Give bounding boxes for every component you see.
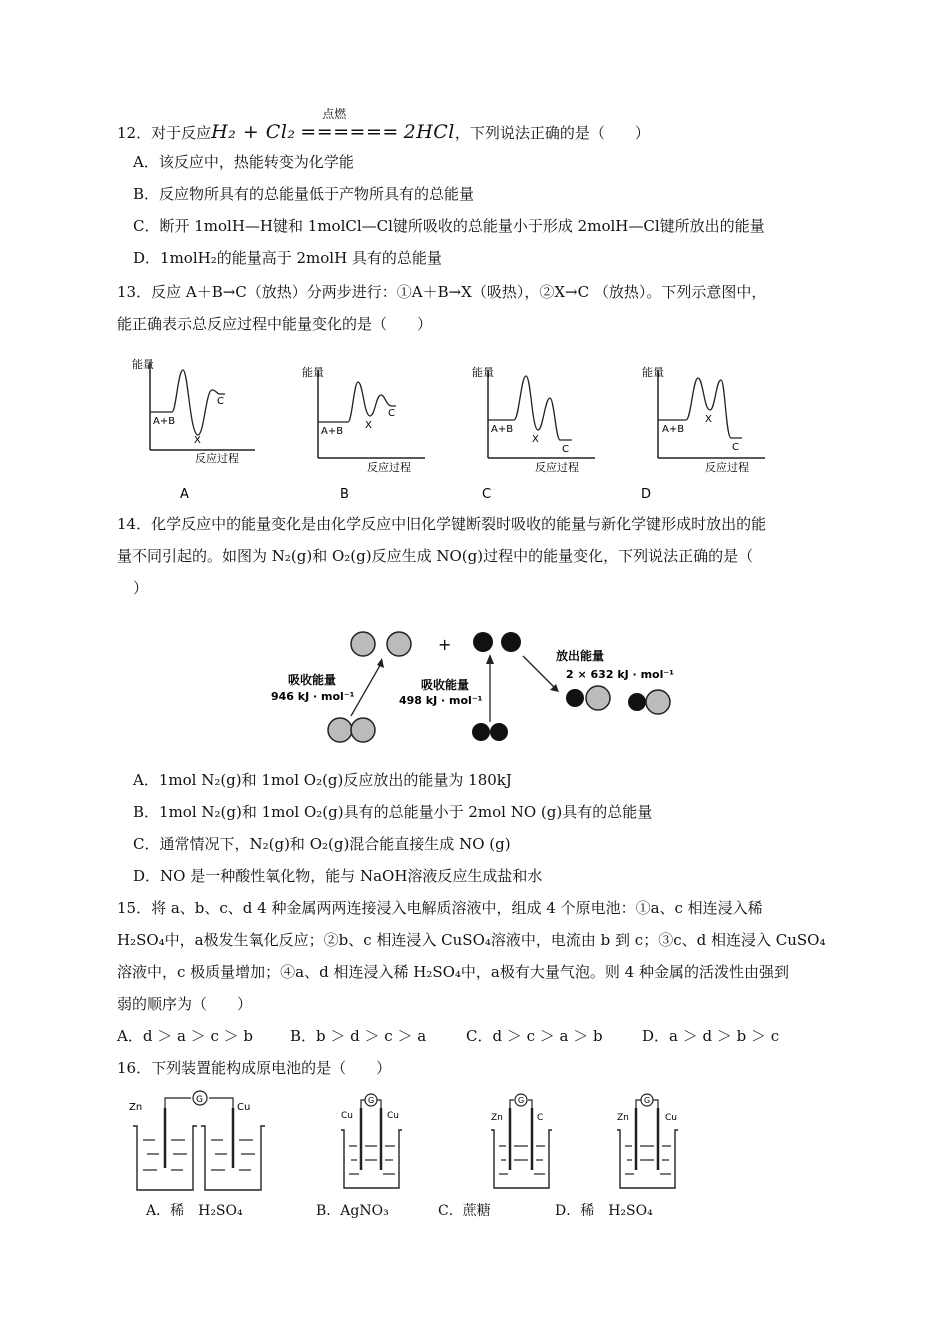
q13-b-xlabel: 反应过程: [367, 461, 411, 474]
q16-d-meter: G: [644, 1096, 651, 1105]
plus-sign: +: [438, 635, 452, 654]
q13-b-ylabel: 能量: [302, 366, 324, 379]
o-atom-left: [473, 632, 493, 652]
q12-prefix: 12．对于反应: [117, 124, 212, 142]
q13-b-x: X: [365, 420, 372, 431]
q13-b-reactant: A+B: [321, 426, 344, 437]
q13-letter-a: A: [180, 487, 189, 502]
q15-option-d: D．a ＞ d ＞ b ＞ c: [642, 1027, 780, 1045]
no2-o-atom: [628, 693, 646, 711]
q12-stem: [117, 107, 650, 143]
q16-b-left-electrode: Cu: [341, 1111, 353, 1121]
q15-option-b: B．b ＞ d ＞ c ＞ a: [290, 1027, 427, 1045]
q13-letter-d: D: [641, 487, 652, 502]
absorb1-value: 946 kJ · mol⁻¹: [271, 690, 355, 703]
q12-equals: ======: [300, 121, 399, 143]
q16-setup-c: [491, 1094, 552, 1188]
q15-option-a: A．d ＞ a ＞ c ＞ b: [117, 1027, 253, 1045]
q13-c-reactant: A+B: [491, 424, 514, 435]
release-label: 放出能量: [556, 649, 605, 663]
q13-a-c: C: [217, 396, 224, 407]
q14-option-c: C．通常情况下，N₂(g)和 O₂(g)混合能直接生成 NO (g): [133, 835, 511, 853]
q16-apparatus: [125, 1088, 705, 1198]
q16-d-right-electrode: Cu: [665, 1113, 677, 1123]
q14-option-b: B．1mol N₂(g)和 1mol O₂(g)具有的总能量小于 2mol NO (g)具有的总能量: [133, 803, 653, 821]
q14-stem-1: 14．化学反应中的能量变化是由化学反应中旧化学键断裂时吸收的能量与新化学键形成时放出的能: [117, 515, 767, 533]
q15-stem-4: 弱的顺序为（ ）: [117, 995, 253, 1013]
o2-atom-2: [490, 723, 508, 741]
q13-d-x: X: [705, 414, 712, 425]
q16-b-meter: G: [368, 1096, 375, 1105]
absorb2-value: 498 kJ · mol⁻¹: [399, 694, 483, 707]
q13-c-xlabel: 反应过程: [535, 461, 579, 474]
q13-stem-1: 13．反应 A＋B→C（放热）分两步进行：①A＋B→X（吸热），②X→C （放热）。下列示意图中，: [117, 283, 767, 301]
q12-condition: 点燃: [322, 107, 347, 121]
q13-d-ylabel: 能量: [642, 366, 664, 379]
q14-stem-2: 量不同引起的。如图为 N₂(g)和 O₂(g)反应生成 NO(g)过程中的能量变化，下列说法正确的是（: [117, 547, 754, 565]
no2-n-atom: [646, 690, 670, 714]
q16-a-meter: G: [196, 1095, 203, 1105]
q16-caption-c: C．蔗糖: [438, 1203, 491, 1219]
q15-stem-1: 15．将 a、b、c、d 4 种金属两两连接浸入电解质溶液中，组成 4 个原电池：①a、c 相连浸入稀: [117, 899, 763, 917]
q16-caption-d: D．稀 H₂SO₄: [555, 1203, 653, 1219]
q13-graph-c: [472, 365, 595, 474]
q13-d-reactant: A+B: [662, 424, 685, 435]
q13-graph-a: [132, 357, 255, 465]
absorb1-label: 吸收能量: [288, 673, 337, 687]
q16-c-meter: G: [518, 1096, 525, 1105]
q13-c-ylabel: 能量: [472, 366, 494, 379]
q13-c-x: X: [532, 434, 539, 445]
q12-eq-right: 2HCl: [403, 121, 455, 143]
q16-caption-a: A．稀 H₂SO₄: [146, 1203, 243, 1219]
q14-option-a: A．1mol N₂(g)和 1mol O₂(g)反应放出的能量为 180kJ: [133, 771, 512, 789]
q13-c-c: C: [562, 444, 569, 455]
q14-stem-3: ）: [118, 579, 149, 597]
q12-eq-left: H₂ + Cl₂: [211, 121, 296, 143]
q16-a-left-electrode: Zn: [129, 1102, 143, 1113]
n2-atom-1: [328, 718, 352, 742]
q12-eq-arrow: [300, 107, 399, 143]
q13-graph-d: [642, 365, 765, 474]
q12-suffix: ，下列说法正确的是（ ）: [454, 124, 650, 142]
n-atom-left: [351, 632, 375, 656]
q16-d-left-electrode: Zn: [617, 1113, 629, 1123]
q16-stem: 16．下列装置能构成原电池的是（ ）: [117, 1059, 392, 1077]
q16-caption-b: B．AgNO₃: [316, 1203, 389, 1219]
q13-b-c: C: [388, 408, 395, 419]
q16-c-left-electrode: Zn: [491, 1113, 503, 1123]
q12-option-b: B．反应物所具有的总能量低于产物所具有的总能量: [133, 185, 475, 203]
o2-atom-1: [472, 723, 490, 741]
q14-option-d: D．NO 是一种酸性氧化物，能与 NaOH溶液反应生成盐和水: [133, 867, 543, 885]
no1-o-atom: [566, 689, 584, 707]
q16-setup-a: [129, 1091, 265, 1190]
release-value: 2 × 632 kJ · mol⁻¹: [566, 668, 674, 681]
q14-bond-energy-diagram: [265, 622, 695, 752]
no1-n-atom: [586, 686, 610, 710]
q13-energy-graphs: [120, 350, 800, 502]
q13-a-reactant: A+B: [153, 416, 176, 427]
q13-letter-b: B: [340, 487, 349, 502]
q13-d-c: C: [732, 442, 739, 453]
q16-c-right-electrode: C: [537, 1113, 544, 1123]
q13-d-xlabel: 反应过程: [705, 461, 749, 474]
q12-option-a: A．该反应中，热能转变为化学能: [133, 153, 354, 171]
q13-letter-c: C: [482, 487, 492, 502]
o-atom-right: [501, 632, 521, 652]
q15-option-c: C．d ＞ c ＞ a ＞ b: [466, 1027, 603, 1045]
q16-a-right-electrode: Cu: [237, 1102, 251, 1113]
q12-option-d: D．1molH₂的能量高于 2molH 具有的总能量: [133, 249, 442, 267]
q13-a-x: X: [194, 435, 201, 446]
q15-stem-2: H₂SO₄中，a极发生氧化反应；②b、c 相连浸入 CuSO₄溶液中，电流由 b 到 c；③c、d 相连浸入 CuSO₄: [117, 931, 826, 949]
q12-option-c: C．断开 1molH—H键和 1molCl—Cl键所吸收的总能量小于形成 2molH—Cl键所放出的能量: [133, 217, 765, 235]
q13-stem-2: 能正确表示总反应过程中能量变化的是（ ）: [117, 315, 433, 333]
n-atom-right: [387, 632, 411, 656]
q13-a-ylabel: 能量: [132, 358, 154, 371]
q16-setup-b: [341, 1094, 402, 1188]
n2-atom-2: [351, 718, 375, 742]
q15-stem-3: 溶液中，c 极质量增加；④a、d 相连浸入稀 H₂SO₄中，a极有大量气泡。则 4 种金属的活泼性由强到: [117, 963, 789, 981]
q13-a-xlabel: 反应过程: [195, 452, 239, 465]
q16-b-right-electrode: Cu: [387, 1111, 399, 1121]
absorb2-label: 吸收能量: [421, 678, 470, 692]
q16-setup-d: [617, 1094, 678, 1188]
q13-graph-b: [302, 365, 425, 474]
